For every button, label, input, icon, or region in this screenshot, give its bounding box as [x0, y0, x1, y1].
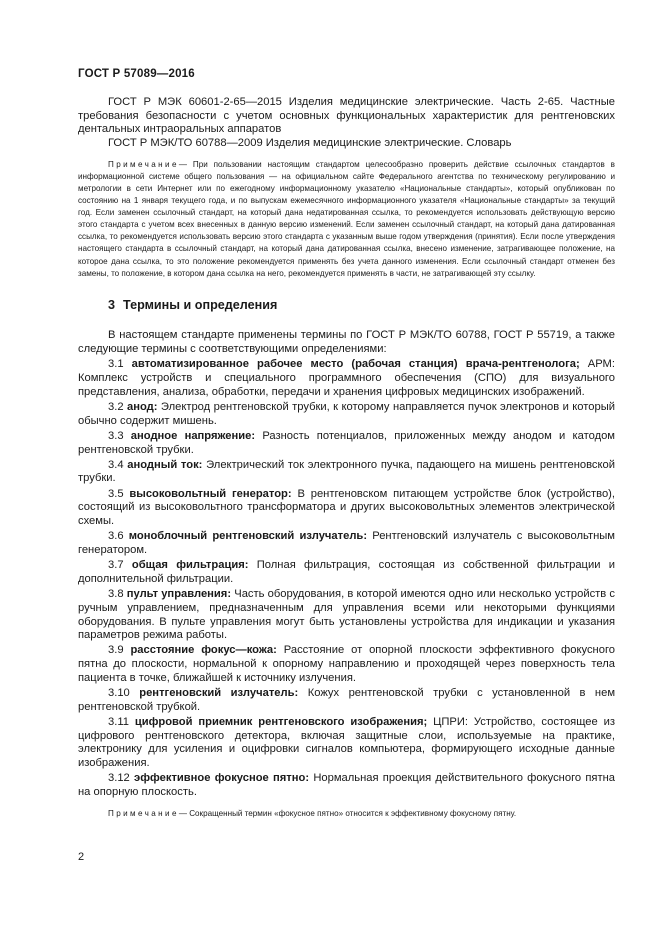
term-name: высоковольтный генератор: — [129, 487, 292, 500]
term-definition: В рентгеновском питающем устройстве блок (устройство), состоящий из высоковольтного трансформатора и других высоковольтных элементов электрической схемы. — [78, 487, 616, 528]
term-name: рентгеновский излучатель: — [139, 687, 299, 700]
term-name: расстояние фокус—кожа: — [130, 644, 277, 657]
page-number: 2 — [78, 851, 85, 863]
term-name: цифровой приемник рентгеновского изображения; — [134, 715, 428, 728]
note-label: Примечание — [108, 159, 179, 169]
section-heading — [108, 299, 615, 313]
note-paragraph-1 — [78, 159, 615, 280]
term-definition: Часть оборудования, в которой имеются одно или несколько устройств с ручным управлением, предназначенным для управления всеми или некоторыми функциями оборудования. В пульте управления могут быть установлены устройства для индикации и указания параметров режима работы. — [78, 588, 615, 642]
page-content — [78, 96, 615, 820]
term-definition: Кожух рентгеновской трубки с установленной в нем рентгеновской трубкой. — [78, 687, 616, 713]
term-3-5: 3.5 высоковольтный генератор: В рентгеновском питающем устройстве блок (устройство), состоящий из высоковольтного трансформатора и других высоковольтных элементов электрической схемы. — [78, 487, 616, 528]
reference-gost-60788: ГОСТ Р МЭК/ТО 60788—2009 Изделия медицинские электрические. Словарь — [108, 137, 512, 150]
term-definition: АРМ: Комплекс устройств и специального программного обеспечения (СПО) для визуального представления, анализа, обработки, передачи и хранения цифровых медицинских изображений. — [78, 358, 615, 398]
term-definition: Электрический ток электронного пучка, падающего на мишень рентгеновской трубки. — [78, 458, 616, 485]
term-name: эффективное фокусное пятно: — [134, 772, 310, 785]
term-name: моноблочный рентгеновский излучатель: — [128, 530, 368, 543]
reference-gost-60601: ГОСТ Р МЭК 60601-2-65—2015 Изделия медицинские электрические. Часть 2-65. Частные требования безопасности с учетом основных функциональных характеристик для рентгеновских дентальных интраоральных аппаратов — [78, 96, 615, 136]
term-3-11: 3.11 цифровой приемник рентгеновского изображения; ЦПРИ: Устройство, состоящее из цифрового рентгеновского детектора, включая защитные слои, используемые на практике, электронику для усиления и оцифровки сигналов компьютера, формирующего исходные данные изображения. — [78, 715, 615, 770]
intro-paragraph: В настоящем стандарте применены термины по ГОСТ Р МЭК/ТО 60788, ГОСТ Р 55719, а также следующие термины с соответствующими определениями: — [78, 329, 615, 356]
term-3-7: 3.7 общая фильтрация: Полная фильтрация, состоящая из собственной фильтрации и дополнительной фильтрации. — [78, 559, 616, 585]
section-number: 3 — [108, 297, 116, 312]
term-3-3: 3.3 анодное напряжение: Разность потенциалов, приложенных между анодом и катодом рентгеновской трубки. — [78, 429, 616, 456]
term-definition: Нормальная проекция действительного фокусного пятна на опорную плоскость. — [78, 772, 616, 798]
term-3-2: 3.2 анод: Электрод рентгеновской трубки, к которому направляется пучок электронов и который обычно содержит мишень. — [78, 400, 616, 427]
term-definition: Расстояние от опорной плоскости эффективного фокусного пятна до плоскости, нормальной к опорному направлению и проходящей через поверхность тела пациента в точке, ближайшей к источнику излучения. — [78, 644, 616, 684]
term-definition: Полная фильтрация, состоящая из собственной фильтрации и дополнительной фильтрации. — [78, 559, 616, 585]
term-name: общая фильтрация: — [131, 559, 249, 572]
note-paragraph-2 — [78, 808, 615, 820]
term-name: пульт управления: — [126, 588, 232, 601]
term-definition: Рентгеновский излучатель с высоковольтным генератором. — [78, 530, 615, 556]
term-3-1: 3.1 автоматизированное рабочее место (рабочая станция) врача-рентгенолога; АРМ: Комплекс устройств и специального программного обеспечения (СПО) для визуального представления, анализа, обработки, передачи и хранения цифровых медицинских изображений. — [78, 358, 615, 398]
note-text: — Сокращенный термин «фокусное пятно» относится к эффективному фокусному пятну. — [178, 808, 517, 818]
term-name: анод: — [126, 400, 158, 413]
term-definition: Электрод рентгеновской трубки, к которому направляется пучок электронов и который обычно содержит мишень. — [78, 400, 616, 427]
term-name: автоматизированное рабочее место (рабочая станция) врача-рентгенолога; — [131, 358, 580, 371]
document-header: ГОСТ Р 57089—2016 — [78, 68, 195, 80]
term-3-12: 3.12 эффективное фокусное пятно: Нормальная проекция действительного фокусного пятна на опорную плоскость. — [78, 772, 616, 798]
term-3-10: 3.10 рентгеновский излучатель: Кожух рентгеновской трубки с установленной в нем рентгеновской трубкой. — [78, 687, 616, 713]
note-text: — При пользовании настоящим стандартом целесообразно проверить действие ссылочных стандартов в информационной системе общего пользования — на официальном сайте Федерального агентства по техническому регулированию и метрологии в сети Интернет или по ежегодному информационному указателю «Национальные стандарты», который опубликован по состоянию на 1 января текущего года, и по выпускам ежемесячного информационного указателя «Национальные стандарты» за текущий год. Если заменен ссылочный стандарт, на который дана недатированная ссылка, то рекомендуется использовать действующую версию этого стандарта с учетом всех внесенных в данную версию изменений. Если заменен ссылочный стандарт, на который дана датированная ссылка, то рекомендуется использовать версию этого стандарта с указанным выше годом утверждения (принятия). Если после утверждения настоящего стандарта в ссылочный стандарт, на который дана датированная ссылка, внесено изменение, затрагивающее положение, на которое дана ссылка, то это положение рекомендуется применять без учета данного изменения. Если ссылочный стандарт отменен без замены, то положение, в котором дана ссылка на него, рекомендуется применять в части, не затрагивающей эту ссылку. — [78, 159, 615, 278]
term-3-9: 3.9 расстояние фокус—кожа: Расстояние от опорной плоскости эффективного фокусного пятна до плоскости, нормальной к опорному направлению и проходящей через поверхность тела пациента в точке, ближайшей к источнику излучения. — [78, 644, 616, 684]
note-label: Примечание — [108, 808, 179, 818]
term-3-6: 3.6 моноблочный рентгеновский излучатель: Рентгеновский излучатель с высоковольтным генератором. — [78, 530, 615, 556]
term-3-8: 3.8 пульт управления: Часть оборудования, в которой имеются одно или несколько устройств с ручным управлением, предназначенным для управления всеми или некоторыми функциями оборудования. В пульте управления могут быть установлены устройства для индикации и указания параметров режима работы. — [78, 588, 615, 642]
term-definition: ЦПРИ: Устройство, состоящее из цифрового рентгеновского детектора, включая защитные слои, используемые на практике, электронику для усиления и оцифровки сигналов компьютера, формирующего исходные данные изображения. — [78, 715, 615, 770]
term-name: анодный ток: — [127, 458, 203, 471]
term-name: анодное напряжение: — [130, 429, 256, 442]
section-title: Термины и определения — [123, 297, 278, 312]
term-definition: Разность потенциалов, приложенных между анодом и катодом рентгеновской трубки. — [78, 429, 616, 456]
term-3-4: 3.4 анодный ток: Электрический ток электронного пучка, падающего на мишень рентгеновской трубки. — [78, 458, 616, 485]
